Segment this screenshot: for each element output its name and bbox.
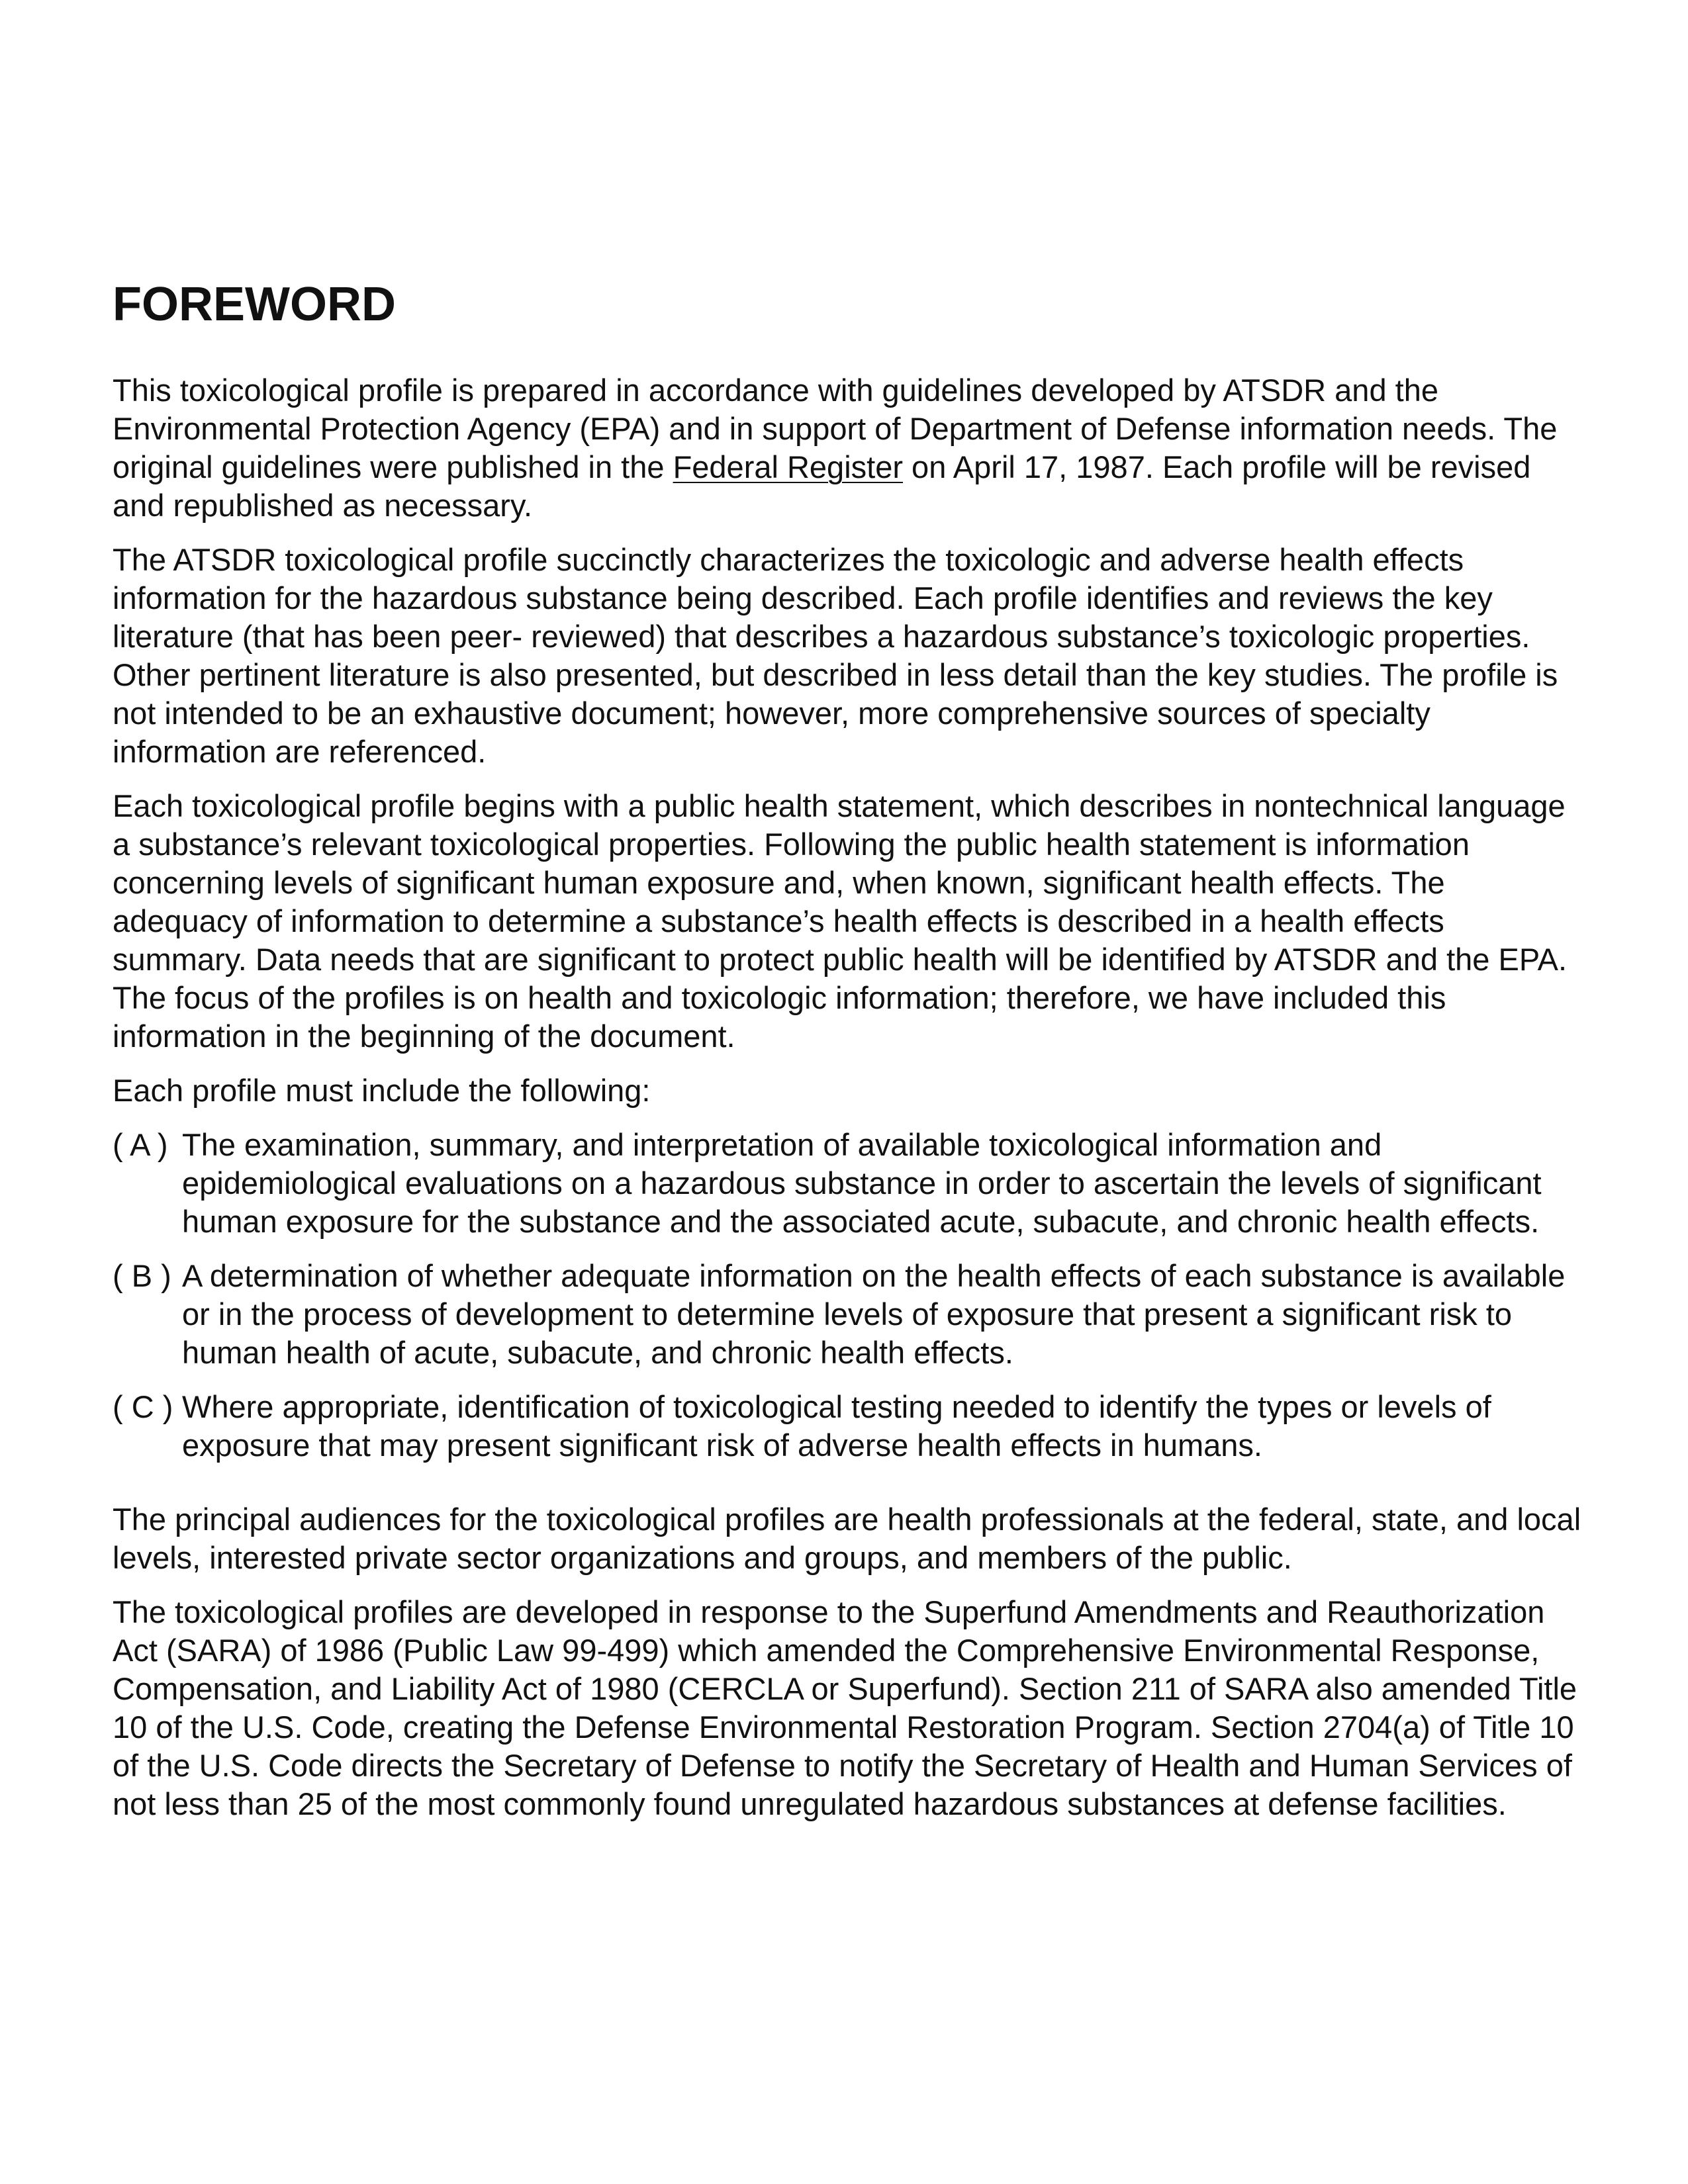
spacer xyxy=(113,1480,1582,1500)
paragraph-guidelines-text-after: on April 17, 1987. Each profile will be revised and republished as necessary. xyxy=(113,449,1531,523)
list-label-c: ( C ) xyxy=(113,1389,173,1424)
paragraph-guidelines xyxy=(113,371,1582,525)
paragraph-audiences: The principal audiences for the toxicological profiles are health professionals at the federal, state, and local levels, interested private sector organizations and groups, and members of the public. xyxy=(113,1502,1581,1575)
federal-register-reference: Federal Register xyxy=(673,449,903,484)
list-item-b xyxy=(113,1257,1582,1372)
list-text-c: Where appropriate, identification of toxicological testing needed to identify the types or levels of exposure that may present significant risk of adverse health effects in humans. xyxy=(182,1389,1491,1463)
page-title: FOREWORD xyxy=(113,278,396,331)
paragraph-guidelines-text-before: This toxicological profile is prepared in accordance with guidelines developed by ATSDR and the Environmental Protection Agency (EPA) and in support of Department of Defense information needs. The original guidelines were published in the xyxy=(113,373,1558,484)
document-page xyxy=(113,275,1582,1839)
list-item-a xyxy=(113,1126,1582,1241)
list-item-c xyxy=(113,1388,1582,1465)
list-label-a: ( A ) xyxy=(113,1127,168,1162)
paragraph-sara: The toxicological profiles are developed in response to the Superfund Amendments and Reauthorization Act (SARA) of 1986 (Public Law 99-499) which amended the Comprehensive Environmental Response, Compensation, and Liability Act of 1980 (CERCLA or Superfund). Section 211 of SARA also amended Title 10 of the U.S. Code, creating the Defense Environmental Restoration Program. Section 2704(a) of Title 10 of the U.S. Code directs the Secretary of Defense to notify the Secretary of Health and Human Services of not less than 25 of the most commonly found unregulated hazardous substances at defense facilities. xyxy=(113,1594,1577,1821)
paragraph-list-intro: Each profile must include the following: xyxy=(113,1073,651,1108)
paragraph-profile-summary: The ATSDR toxicological profile succinctly characterizes the toxicologic and adverse health effects information for the hazardous substance being described. Each profile identifies and reviews the key literature (that has been peer- reviewed) that describes a hazardous substance’s toxicologic properties. Other pertinent literature is also presented, but described in less detail than the key studies. The profile is not intended to be an exhaustive document; however, more comprehensive sources of specialty information are referenced. xyxy=(113,542,1558,769)
paragraph-public-health-statement: Each toxicological profile begins with a public health statement, which describes in nontechnical language a substance’s relevant toxicological properties. Following the public health statement is information concerning levels of significant human exposure and, when known, significant health effects. The adequacy of information to determine a substance’s health effects is described in a health effects summary. Data needs that are significant to protect public health will be identified by ATSDR and the EPA. The focus of the profiles is on health and toxicologic information; therefore, we have included this information in the beginning of the document. xyxy=(113,788,1568,1054)
list-text-a: The examination, summary, and interpretation of available toxicological information and epidemiological evaluations on a hazardous substance in order to ascertain the levels of significant human exposure for the substance and the associated acute, subacute, and chronic health effects. xyxy=(182,1127,1542,1239)
list-text-b: A determination of whether adequate information on the health effects of each substance is available or in the process of development to determine levels of exposure that present a significant risk to human health of acute, subacute, and chronic health effects. xyxy=(182,1258,1566,1370)
list-label-b: ( B ) xyxy=(113,1258,171,1293)
